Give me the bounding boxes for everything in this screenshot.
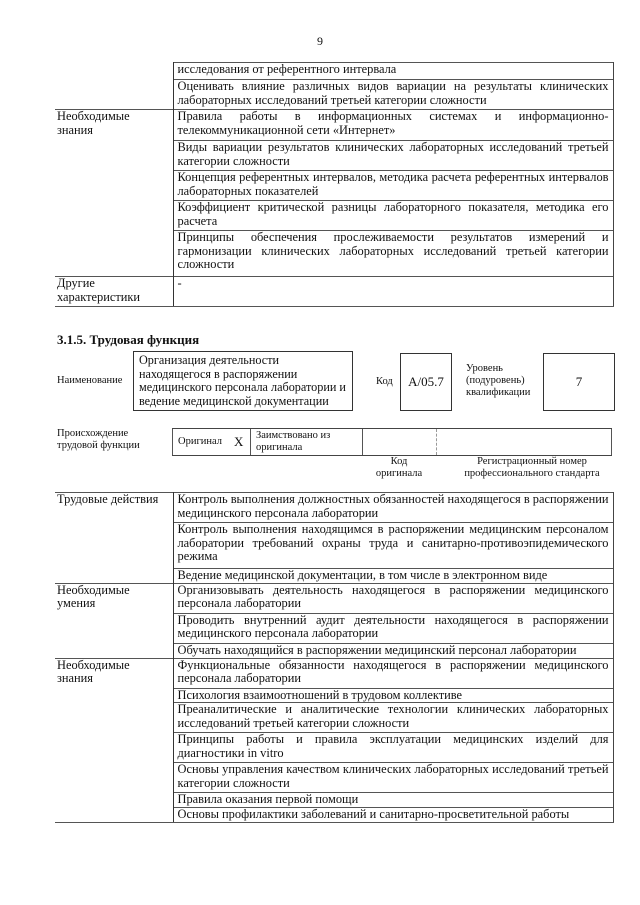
row-label [55,763,173,793]
row-label [55,141,173,171]
row-label [55,793,173,808]
row-text: Виды вариации результатов клинических лабораторных исследований третьей категории сложности [173,141,613,171]
row-text: Концепция референтных интервалов, методика расчета референтных интервалов лабораторных показателей [173,171,613,201]
row-label [55,523,173,569]
table-row [55,493,613,523]
row-label [55,231,173,277]
table-row [55,171,613,201]
table-row [55,63,613,80]
row-label [55,201,173,231]
original-mark: X [234,434,244,449]
row-text: Организовывать деятельность находящегося в распоряжении медицинского персонала лаборатории [173,583,613,613]
row-text: исследования от референтного интервала [173,63,613,80]
row-text: Психология взаимоотношений в трудовом коллективе [173,688,613,703]
row-label: Необходимые умения [55,583,173,613]
row-text: - [173,277,613,307]
page-number: 9 [317,34,323,48]
qualification-level: 7 [575,374,583,389]
level-box [543,353,615,411]
table-row [55,658,613,688]
row-text: Ведение медицинской документации, в том числе в электронном виде [173,569,613,584]
table-row [55,80,613,110]
table-row [55,643,613,658]
row-text: Правила оказания первой помощи [173,793,613,808]
row-label: Необходимые знания [55,110,173,141]
row-text: Коэффициент критической разницы лабораторного показателя, методика его расчета [173,201,613,231]
table-row [55,201,613,231]
row-text: Преаналитические и аналитические технологии клинических лабораторных исследований третьей категории сложности [173,703,613,733]
code-box [400,353,452,411]
level-label: Уровень (подуровень) квалификации [466,363,531,398]
row-text: Контроль выполнения находящимся в распоряжении медицинским персоналом лаборатории требований охраны труда и санитарно-противоэпидемического режима [173,523,613,569]
table-row [55,277,613,307]
code-original-caption: Код оригинала [375,456,423,479]
table-row [55,141,613,171]
row-text: Принципы работы и правила эксплуатации медицинских изделий для диагностики in vitro [173,733,613,763]
table-row [55,733,613,763]
row-text: Обучать находящийся в распоряжении медицинский персонал лаборатории [173,643,613,658]
row-text: Принципы обеспечения прослеживаемости результатов измерений и гармонизации клинических лабораторных исследований третьей категории сложности [173,231,613,277]
original-label: Оригинал [178,436,222,447]
registration-caption: Регистрационный номер профессионального стандарта [464,456,600,479]
row-text: Основы управления качеством клинических лабораторных исследований третьей категории сложности [173,763,613,793]
row-label [55,569,173,584]
borrowed-label: Заимствовано из оригинала [256,430,331,453]
row-text: Функциональные обязанности находящегося в распоряжении медицинского персонала лаборатории [173,658,613,688]
origin-label: Происхождение трудовой функции [57,428,140,451]
table-row [55,231,613,277]
origin-row [172,428,612,456]
table-row [55,703,613,733]
table-row [55,613,613,643]
table-row [55,688,613,703]
row-label: Необходимые знания [55,658,173,688]
name-label: Наименование [57,375,123,386]
table-row [55,763,613,793]
table-row [55,523,613,569]
row-label [55,703,173,733]
row-label [55,171,173,201]
row-text: Контроль выполнения должностных обязанностей находящегося в распоряжении медицинского персонала лаборатории [173,493,613,523]
row-label [55,643,173,658]
code-label: Код [376,376,393,387]
bottom-competency-table [55,492,614,823]
row-text: Основы профилактики заболеваний и санитарно-просветительной работы [173,807,613,822]
row-label [55,733,173,763]
table-row [55,583,613,613]
section-title: 3.1.5. Трудовая функция [57,332,200,347]
top-competency-table [55,62,614,307]
row-label [55,80,173,110]
function-code: А/05.7 [408,374,444,389]
row-text: Проводить внутренний аудит деятельности находящегося в распоряжении медицинского персонала лаборатории [173,613,613,643]
row-label [55,613,173,643]
row-label [55,63,173,80]
row-label [55,688,173,703]
table-row [55,110,613,141]
row-text: Правила работы в информационных системах и информационно-телекоммуникационной сети «Интернет» [173,110,613,141]
function-name: Организация деятельности находящегося в распоряжении медицинского персонала лаборатории и ведение медицинской документации [139,353,346,408]
row-label [55,807,173,822]
row-text: Оценивать влияние различных видов вариации на результаты клинических лабораторных исследований третьей категории сложности [173,80,613,110]
table-row [55,793,613,808]
function-name-box [133,351,353,411]
row-label: Другие характеристики [55,277,173,307]
row-label: Трудовые действия [55,493,173,523]
table-row [55,807,613,822]
table-row [55,569,613,584]
